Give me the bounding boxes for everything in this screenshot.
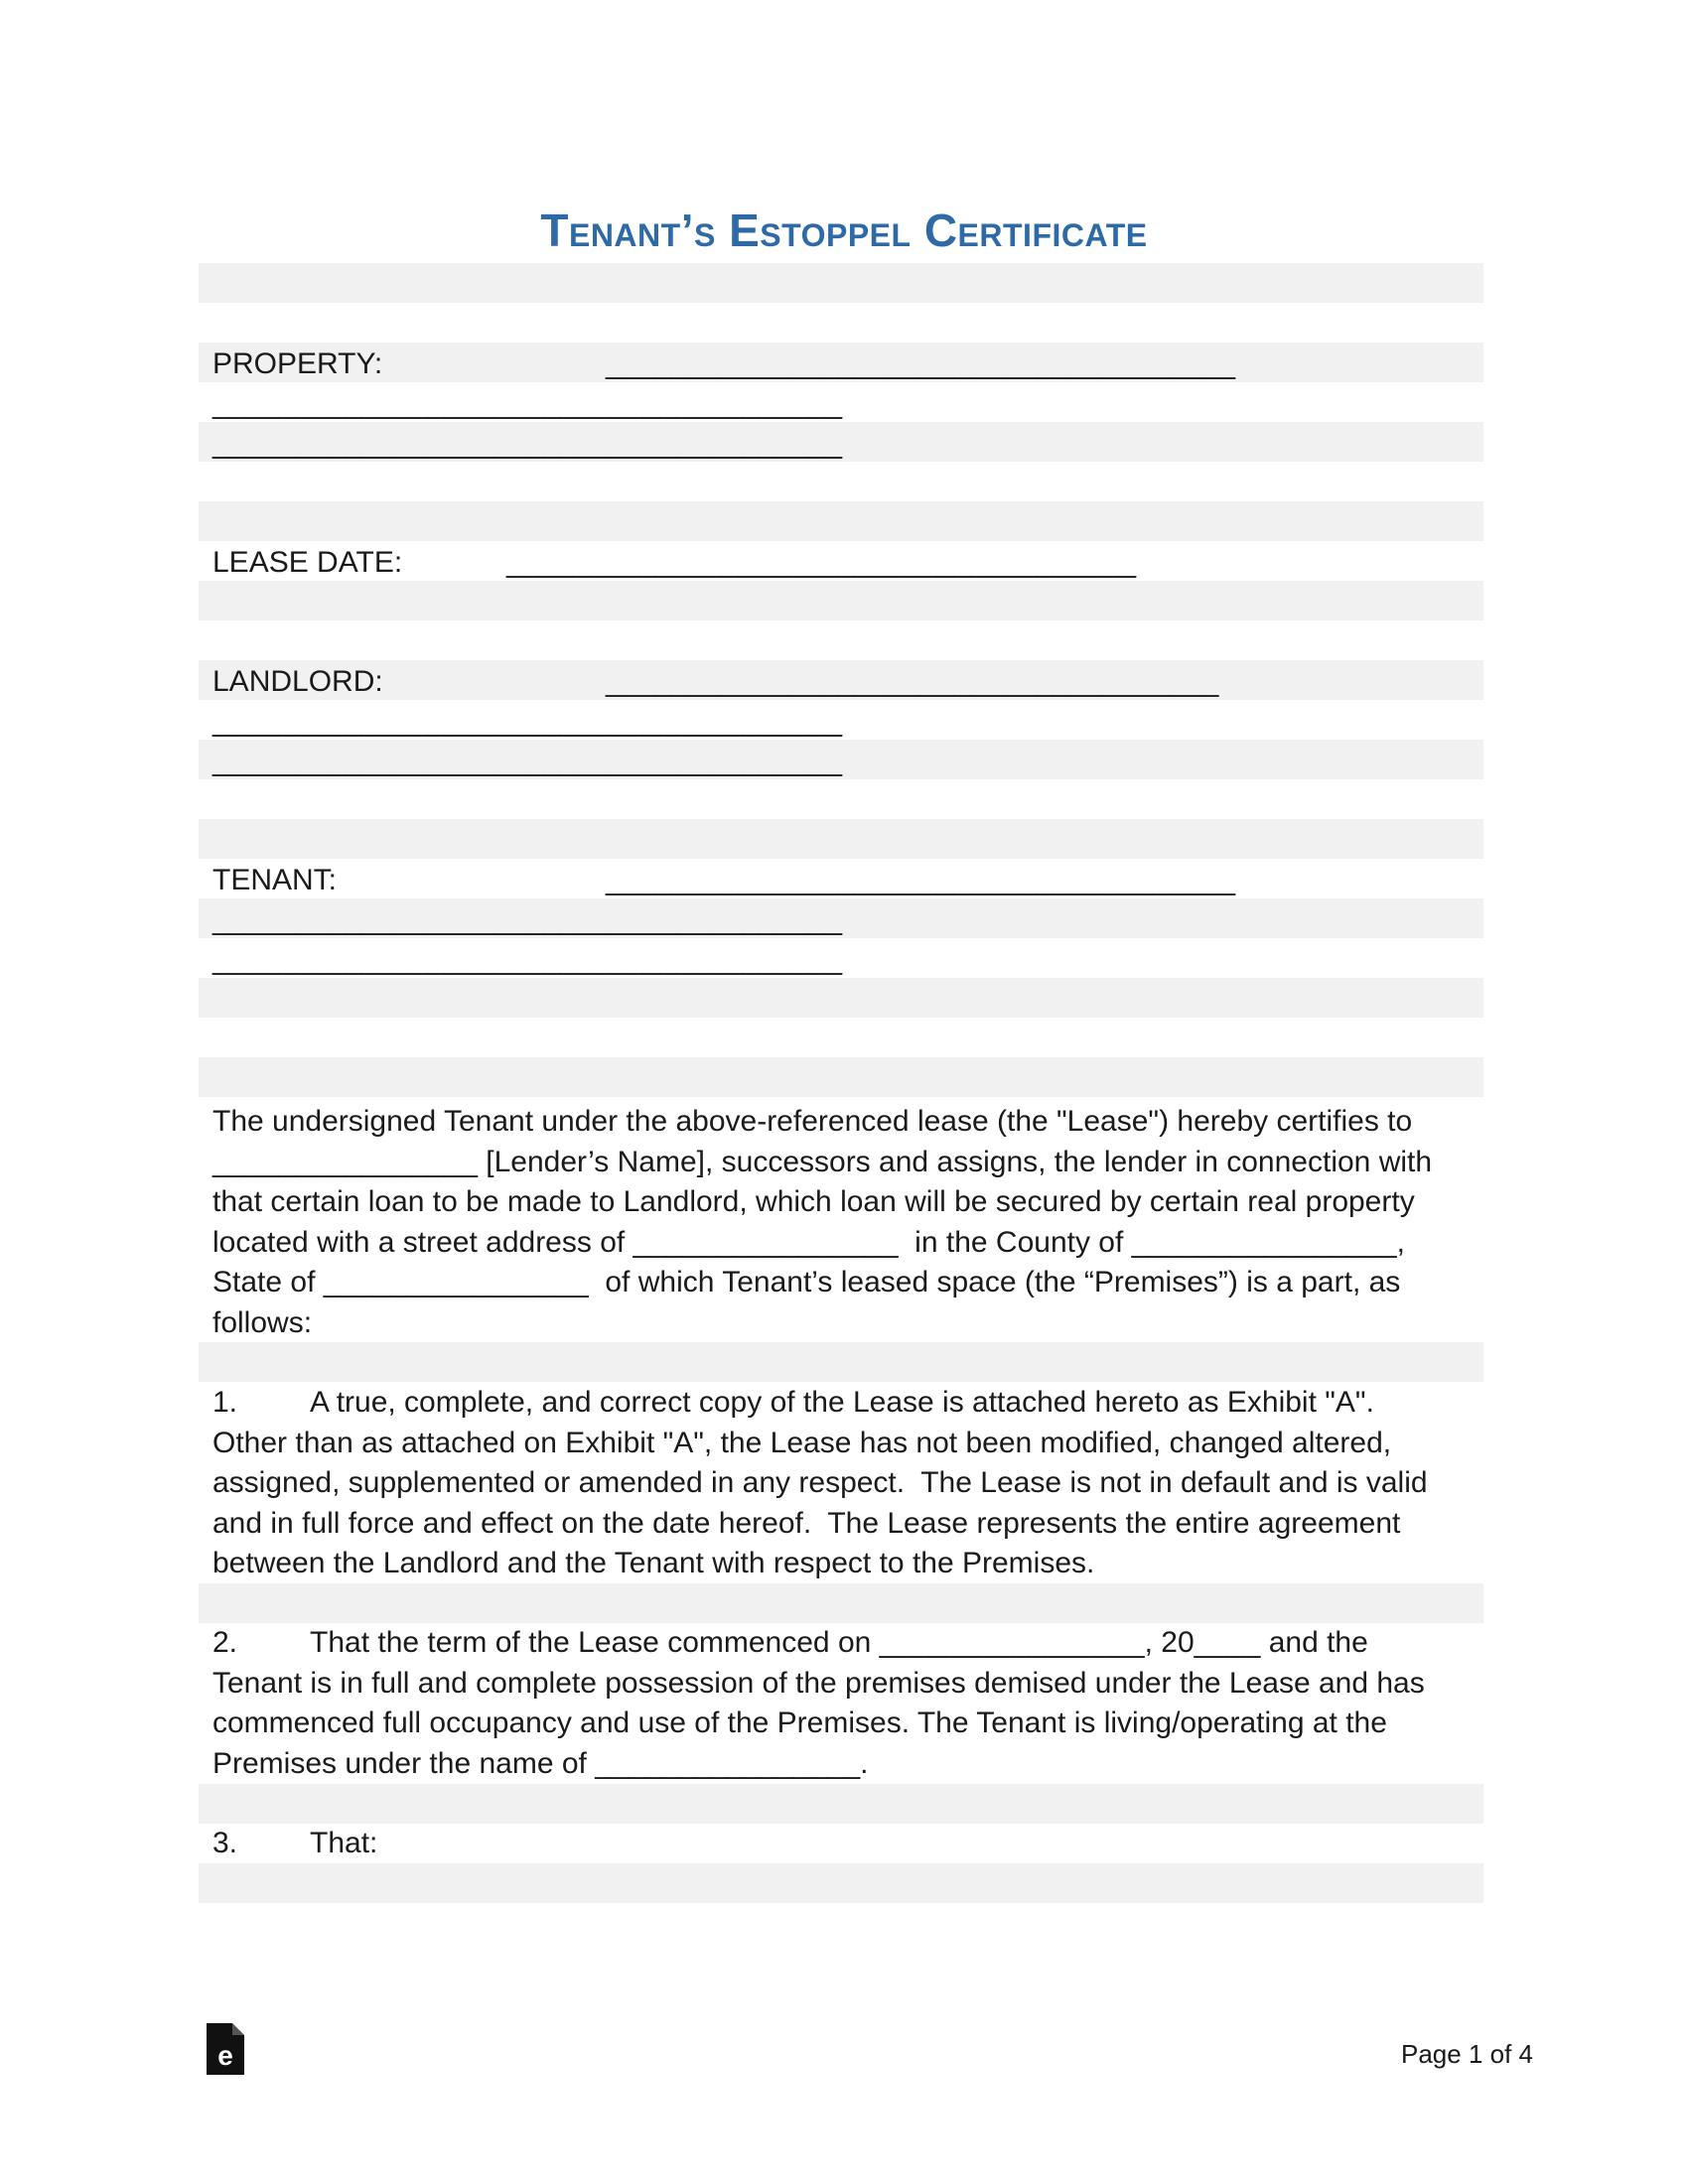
form-band	[199, 263, 1483, 303]
paragraph-line: That:	[310, 1827, 378, 1859]
lease-date-field[interactable]: ______________________________________	[506, 546, 1137, 579]
tenant-field[interactable]: ______________________________________	[212, 903, 843, 936]
property-field[interactable]: ______________________________________	[606, 347, 1236, 380]
landlord-field[interactable]: _____________________________________	[606, 665, 1219, 698]
svg-text:e: e	[217, 2040, 233, 2071]
paragraph-line: Premises under the name of ________________.	[212, 1746, 869, 1780]
landlord-field[interactable]: ______________________________________	[212, 745, 843, 777]
landlord-label: LANDLORD:	[212, 665, 383, 698]
clause-number: 1.	[212, 1386, 238, 1419]
form-band	[199, 1583, 1483, 1623]
form-band	[199, 819, 1483, 859]
eforms-logo-icon	[207, 2023, 244, 2075]
page-number: Page 1 of 4	[1401, 2039, 1533, 2069]
clause-number: 3.	[212, 1827, 238, 1859]
clause-1	[212, 1383, 1474, 1584]
paragraph-line: A true, complete, and correct copy of the Lease is attached hereto as Exhibit "A".	[310, 1386, 1374, 1419]
paragraph-line: and in full force and effect on the date hereof. The Lease represents the entire agreement	[212, 1506, 1401, 1540]
clause-2	[212, 1623, 1474, 1784]
lease-date-label: LEASE DATE:	[212, 546, 403, 579]
page-title: Tenant’s Estoppel Certificate	[540, 205, 1148, 256]
intro-paragraph	[212, 1102, 1474, 1343]
property-field[interactable]: ______________________________________	[212, 427, 843, 460]
tenant-field[interactable]: ______________________________________	[212, 943, 843, 976]
paragraph-line: commenced full occupancy and use of the Premises. The Tenant is living/operating at the	[212, 1706, 1387, 1739]
tenant-field[interactable]: ______________________________________	[606, 864, 1236, 896]
paragraph-line: located with a street address of ________________ in the County of ________________,	[212, 1225, 1405, 1259]
clause-3	[212, 1824, 1474, 1864]
paragraph-line: that certain loan to be made to Landlord, which loan will be secured by certain real property	[212, 1185, 1415, 1218]
form-band	[199, 978, 1483, 1018]
paragraph-line: State of ________________ of which Tenant’s leased space (the “Premises”) is a part, as	[212, 1266, 1401, 1298]
paragraph-line: Tenant is in full and complete possession of the premises demised under the Lease and has	[212, 1666, 1425, 1700]
property-label: PROPERTY:	[212, 347, 383, 380]
paragraph-line: The undersigned Tenant under the above-referenced lease (the "Lease") hereby certifies to	[212, 1105, 1413, 1138]
paragraph-line: ________________ [Lender’s Name], successors and assigns, the lender in connection with	[212, 1145, 1433, 1178]
paragraph-line: follows:	[212, 1305, 313, 1339]
form-band	[199, 581, 1483, 620]
form-band	[199, 1784, 1483, 1824]
form-band	[199, 1057, 1483, 1097]
landlord-field[interactable]: ______________________________________	[212, 705, 843, 738]
property-field[interactable]: ______________________________________	[212, 387, 843, 420]
tenant-label: TENANT:	[212, 864, 338, 896]
clause-number: 2.	[212, 1626, 238, 1659]
paragraph-line: assigned, supplemented or amended in any respect. The Lease is not in default and is valid	[212, 1466, 1428, 1499]
paragraph-line: That the term of the Lease commenced on ________________, 20____ and the	[310, 1626, 1368, 1659]
form-band	[199, 1342, 1483, 1382]
form-band	[199, 1863, 1483, 1903]
form-band	[199, 501, 1483, 541]
paragraph-line: between the Landlord and the Tenant with respect to the Premises.	[212, 1547, 1095, 1579]
paragraph-line: Other than as attached on Exhibit "A", the Lease has not been modified, changed altered,	[212, 1426, 1392, 1459]
